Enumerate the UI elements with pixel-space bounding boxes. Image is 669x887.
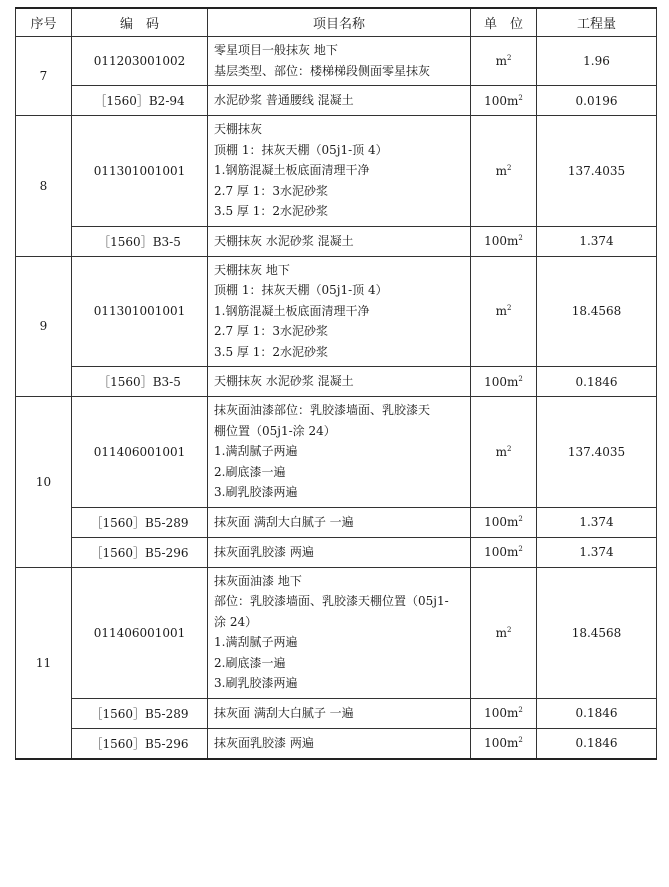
item-name [208,37,471,86]
unit-base: 100m [484,234,519,248]
header-no: 序号 [16,8,72,37]
table-body [16,37,657,759]
unit-base: m [495,304,507,319]
item-code: ［1560］B5-296 [72,537,208,567]
quantity: 1.374 [537,507,657,537]
table-row [16,397,657,508]
table-row [16,226,657,256]
quantity: 0.1846 [537,728,657,759]
header-unit: 单 位 [471,8,537,37]
item-code: ［1560］B5-296 [72,728,208,759]
table-row [16,116,657,227]
item-code: 011203001002 [72,37,208,86]
header-item-name: 项目名称 [208,8,471,37]
item-name [208,698,471,728]
quantity: 0.1846 [537,367,657,397]
row-number: 8 [16,116,72,257]
unit-base: m [495,54,507,68]
item-name-line: 3.刷乳胶漆两遍 [214,676,298,690]
item-name-line: 抹灰面油漆 地下 [214,573,302,588]
header-quantity: 工程量 [537,8,657,37]
row-number: 10 [16,397,72,568]
unit [471,37,537,86]
item-name-line: 2.刷底漆一遍 [214,464,286,479]
item-code: 011301001001 [72,256,208,367]
item-name-line: 棚位置（05j1-涂 24） [214,423,336,438]
unit [471,537,537,567]
item-name-line: 零星项目一般抹灰 地下 [214,43,338,57]
item-name [208,537,471,567]
item-name [208,367,471,397]
unit [471,226,537,256]
item-name-line: 顶棚 1：抹灰天棚（05j1-顶 4） [214,283,388,297]
item-name [208,728,471,759]
quantity: 18.4568 [537,256,657,367]
unit-superscript: 2 [518,515,523,523]
item-name-line: 抹灰面乳胶漆 两遍 [214,544,314,559]
unit-base: 100m [484,515,519,529]
item-name-line: 抹灰面乳胶漆 两遍 [214,735,314,750]
table-row [16,567,657,698]
item-name-line: 1.满刮腻子两遍 [214,444,298,458]
unit [471,397,537,508]
unit [471,728,537,759]
row-number: 9 [16,256,72,397]
unit-base: 100m [484,545,519,559]
item-name-line: 天棚抹灰 水泥砂浆 混凝土 [214,233,354,248]
quantity: 1.96 [537,37,657,86]
header-code: 编 码 [72,8,208,37]
item-name-line: 3.5 厚 1：2水泥砂浆 [214,204,328,218]
table-row [16,86,657,116]
unit-base: 100m [484,706,519,720]
unit [471,367,537,397]
header-row [16,8,657,37]
quantity: 1.374 [537,537,657,567]
unit-superscript: 2 [518,234,523,242]
unit-superscript: 2 [506,444,512,453]
item-name [208,256,471,367]
item-name-line: 2.7 厚 1：3水泥砂浆 [214,183,328,198]
item-name [208,86,471,116]
item-name-line: 天棚抹灰 [214,122,263,136]
item-name-line: 1.钢筋混凝土板底面清理干净 [214,163,370,177]
item-name-line: 抹灰面 满刮大白腻子 一遍 [214,705,354,720]
table-row [16,256,657,367]
table-row [16,728,657,759]
table-row [16,507,657,537]
item-name-line: 天棚抹灰 水泥砂浆 混凝土 [214,374,354,389]
item-name-line: 基层类型、部位：楼梯梯段侧面零星抹灰 [214,63,431,78]
item-code: 011406001001 [72,567,208,698]
item-code: ［1560］B3-5 [72,226,208,256]
unit-base: m [495,625,507,640]
item-name-line: 涂 24） [214,614,258,629]
unit-superscript: 2 [518,706,523,714]
item-name-line: 2.7 厚 1：3水泥砂浆 [214,324,328,338]
item-code: 011301001001 [72,116,208,227]
item-code: ［1560］B5-289 [72,507,208,537]
unit-superscript: 2 [518,93,523,102]
row-number: 11 [16,567,72,759]
item-name-line: 抹灰面油漆部位：乳胶漆墙面、乳胶漆天 [214,403,431,417]
item-code: ［1560］B3-5 [72,367,208,397]
unit-superscript: 2 [506,54,512,62]
item-name [208,226,471,256]
unit-base: m [495,163,507,178]
unit-base: 100m [484,374,519,389]
quantity: 137.4035 [537,397,657,508]
unit [471,567,537,698]
unit-base: 100m [484,736,519,750]
item-name-line: 部位：乳胶漆墙面、乳胶漆天棚位置（05j1- [214,594,449,608]
item-name [208,116,471,227]
table-row [16,367,657,397]
quantity: 0.0196 [537,86,657,116]
unit-superscript: 2 [506,625,512,634]
unit [471,698,537,728]
unit [471,116,537,227]
unit-base: 100m [484,93,519,108]
item-name-line: 1.满刮腻子两遍 [214,635,298,649]
item-name-line: 1.钢筋混凝土板底面清理干净 [214,303,370,318]
unit [471,507,537,537]
item-code: ［1560］B5-289 [72,698,208,728]
item-name [208,397,471,508]
item-name [208,567,471,698]
item-name-line: 3.5 厚 1：2水泥砂浆 [214,344,328,359]
unit-superscript: 2 [518,374,523,383]
item-name-line: 顶棚 1：抹灰天棚（05j1-顶 4） [214,142,388,157]
table-row [16,37,657,86]
quantity-table [15,7,657,760]
table-row [16,537,657,567]
quantity: 137.4035 [537,116,657,227]
item-name-line: 水泥砂浆 普通腰线 混凝土 [214,93,354,108]
unit-superscript: 2 [518,736,523,744]
unit-superscript: 2 [518,545,523,553]
unit [471,86,537,116]
unit-base: m [495,444,507,459]
item-code: ［1560］B2-94 [72,86,208,116]
quantity: 1.374 [537,226,657,256]
table-row [16,698,657,728]
row-number: 7 [16,37,72,116]
item-name-line: 抹灰面 满刮大白腻子 一遍 [214,514,354,529]
item-name-line: 3.刷乳胶漆两遍 [214,485,298,499]
quantity: 0.1846 [537,698,657,728]
unit [471,256,537,367]
item-code: 011406001001 [72,397,208,508]
quantity: 18.4568 [537,567,657,698]
item-name-line: 2.刷底漆一遍 [214,655,286,670]
item-name [208,507,471,537]
item-name-line: 天棚抹灰 地下 [214,262,290,277]
unit-superscript: 2 [506,304,512,313]
unit-superscript: 2 [506,163,512,172]
